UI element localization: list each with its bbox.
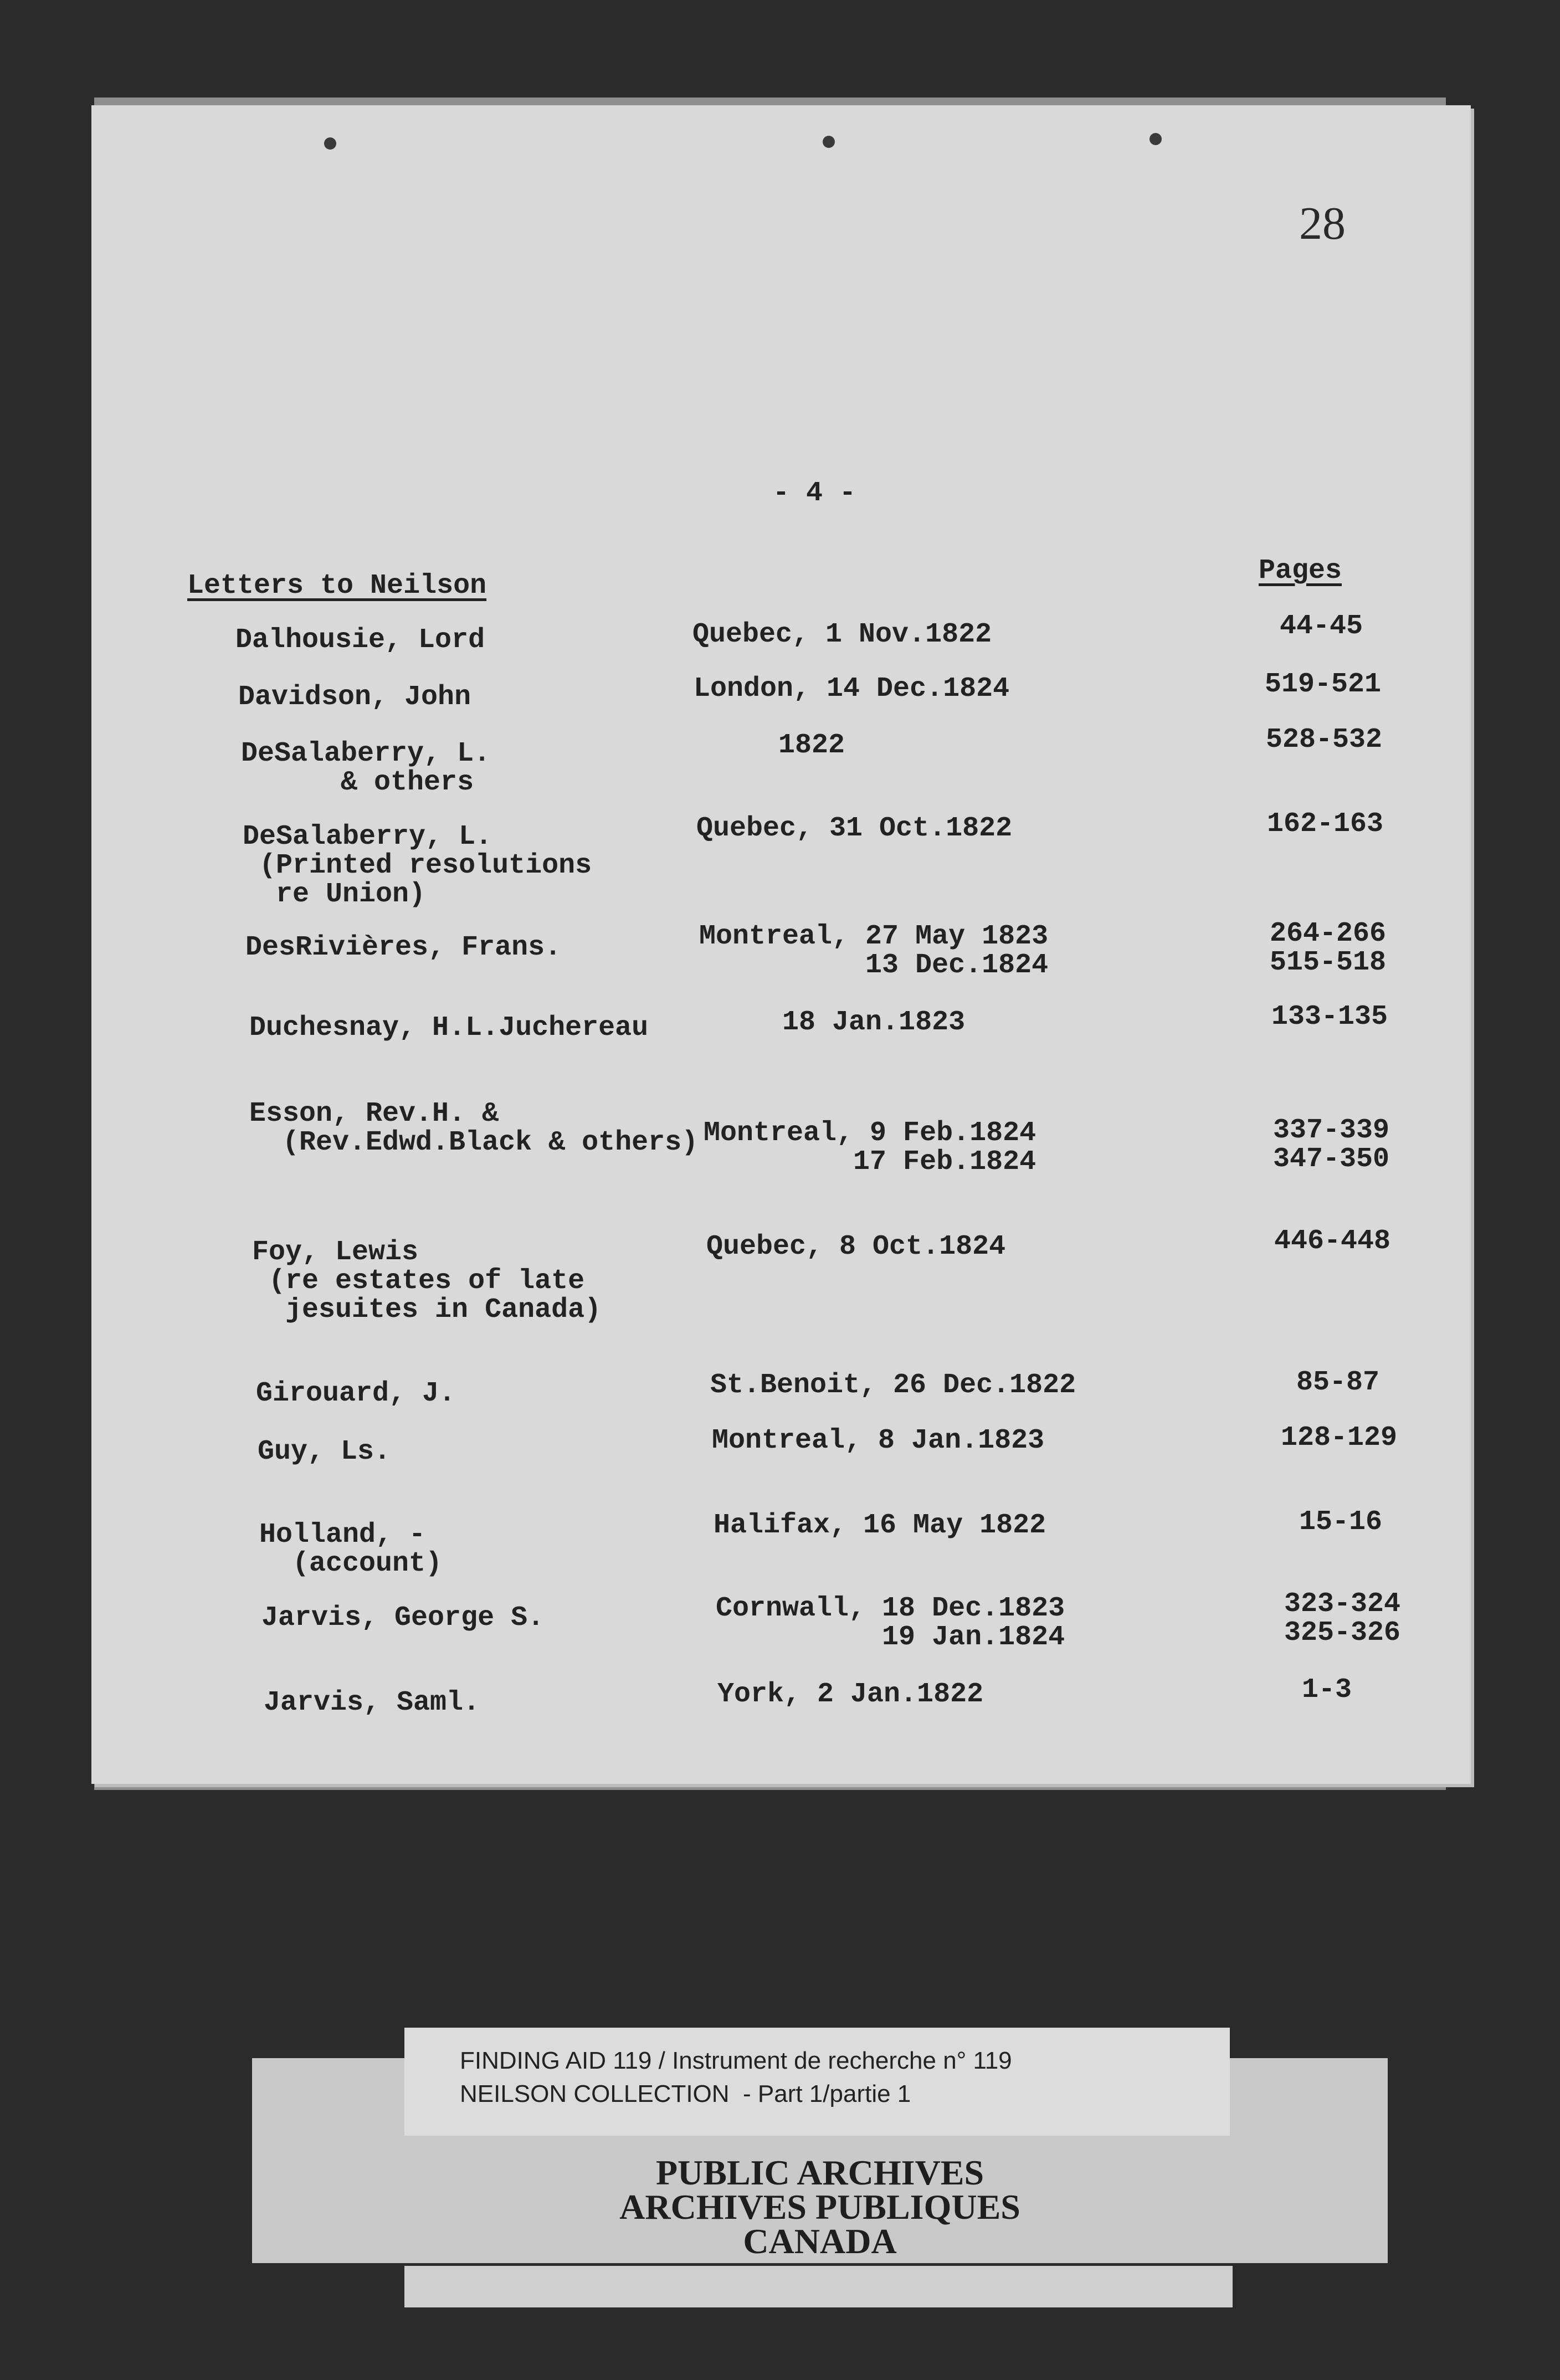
entry-name: DeSalaberry, L. & others [241,738,491,798]
entry-pages: 1-3 [1302,1674,1352,1706]
finding-aid-label [404,2028,1230,2136]
entry-place-date: Montreal, 9 Feb.1824 17 Feb.1824 [704,1117,1036,1178]
entry-name: Girouard, J. [256,1378,456,1409]
entry-place-date: Cornwall, 18 Dec.1823 19 Jan.1824 [716,1593,1065,1653]
entry-pages: 264-266 515-518 [1270,918,1387,978]
entry-name: DeSalaberry, L. (Printed resolutions re Union) [243,821,592,910]
entry-name: Duchesnay, H.L.Juchereau [249,1012,649,1044]
entry-pages: 446-448 [1274,1225,1391,1257]
entry-place-date: London, 14 Dec.1824 [694,673,1010,705]
entry-place-date: Halifax, 16 May 1822 [714,1510,1046,1541]
entry-place-date: Quebec, 31 Oct.1822 [696,813,1013,844]
archives-line-3: CANADA [743,2222,897,2261]
finding-aid-line-2: NEILSON COLLECTION - Part 1/partie 1 [460,2080,911,2107]
entry-name: Holland, - (account) [259,1519,443,1579]
entry-name: DesRivières, Frans. [245,932,562,963]
entry-place-date: Montreal, 8 Jan.1823 [712,1425,1045,1456]
bottom-strip [404,2266,1233,2307]
punch-hole [1150,133,1162,145]
entry-pages: 133-135 [1271,1001,1388,1033]
entry-pages: 162-163 [1267,808,1384,840]
entry-place-date: Montreal, 27 May 1823 13 Dec.1824 [699,921,1049,981]
entry-place-date: Quebec, 8 Oct.1824 [706,1231,1006,1263]
entry-place-date: St.Benoit, 26 Dec.1822 [710,1369,1076,1401]
finding-aid-line-1: FINDING AID 119 / Instrument de recherche n° 119 [460,2047,1012,2074]
entry-place-date: Quebec, 1 Nov.1822 [692,619,992,650]
punch-hole [324,137,336,150]
entry-name: Jarvis, Saml. [264,1687,480,1719]
entry-pages: 528-532 [1266,724,1383,756]
entry-pages: 323-324 325-326 [1284,1588,1401,1649]
archives-line-1: PUBLIC ARCHIVES [655,2153,984,2192]
archives-line-2: ARCHIVES PUBLIQUES [619,2187,1020,2227]
entry-name: Davidson, John [238,681,471,713]
entry-name: Jarvis, George S. [261,1602,545,1634]
punch-hole [823,136,835,148]
entry-pages: 85-87 [1296,1367,1380,1398]
section-heading: Letters to Neilson [187,570,487,602]
page-number: 28 [1299,198,1346,249]
entry-name: Dalhousie, Lord [235,624,485,656]
entry-pages: 15-16 [1299,1506,1383,1538]
entry-pages: 519-521 [1265,669,1382,700]
entry-name: Esson, Rev.H. & (Rev.Edwd.Black & others) [249,1098,699,1158]
pages-column-heading: Pages [1259,555,1342,587]
entry-place-date: 1822 [695,730,845,761]
entry-name: Guy, Ls. [258,1436,391,1468]
entry-pages: 44-45 [1280,611,1363,642]
center-page-number: - 4 - [773,478,856,509]
entry-name: Foy, Lewis (re estates of late jesuites in Canada) [252,1237,602,1326]
entry-place-date: 18 Jan.1823 [699,1007,966,1038]
entry-pages: 128-129 [1281,1422,1398,1454]
entry-pages: 337-339 347-350 [1273,1115,1390,1175]
entry-place-date: York, 2 Jan.1822 [717,1679,984,1710]
